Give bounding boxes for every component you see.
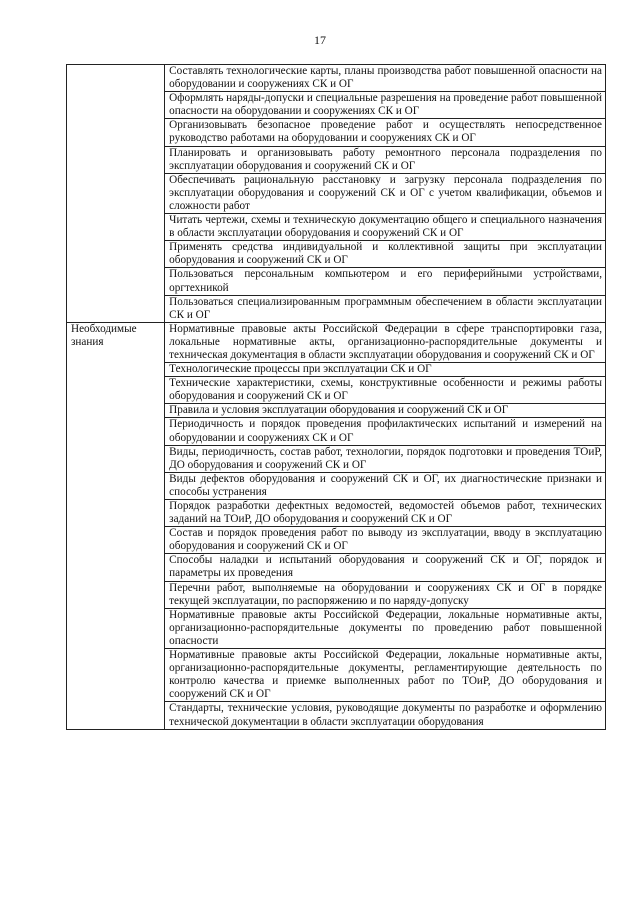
knowledge-cell: Виды, периодичность, состав работ, технологии, порядок подготовки и проведения ТОиР, ДО оборудования и сооружений СК и ОГ: [165, 445, 606, 472]
table-row: [67, 65, 606, 92]
knowledge-cell: Стандарты, технические условия, руководящие документы по разработке и оформлению технической документации в области эксплуатации оборудования: [165, 702, 606, 729]
skill-cell: Составлять технологические карты, планы производства работ повышенной опасности на оборудовании и сооружениях СК и ОГ: [165, 65, 606, 92]
knowledge-cell: Периодичность и порядок проведения профилактических испытаний и измерений на оборудовании и сооружениях СК и ОГ: [165, 418, 606, 445]
table-row: [67, 322, 606, 362]
knowledge-cell: Виды дефектов оборудования и сооружений СК и ОГ, их диагностические признаки и способы устранения: [165, 472, 606, 499]
page-number: 17: [314, 33, 326, 47]
knowledge-cell: Перечни работ, выполняемые на оборудовании и сооружениях СК и ОГ в порядке текущей эксплуатации, по распоряжению и по наряду-допуску: [165, 581, 606, 608]
knowledge-cell: Технические характеристики, схемы, конструктивные особенности и режимы работы оборудования и сооружений СК и ОГ: [165, 377, 606, 404]
knowledge-cell: Нормативные правовые акты Российской Федерации в сфере транспортировки газа, локальные нормативные акты, организационно-распорядительные документы и техническая документация в области эксплуатации оборудования и сооружений СК и ОГ: [165, 322, 606, 362]
skill-cell: Оформлять наряды-допуски и специальные разрешения на проведение работ повышенной опасности на оборудовании и сооружениях СК и ОГ: [165, 92, 606, 119]
knowledge-cell: Технологические процессы при эксплуатации СК и ОГ: [165, 363, 606, 377]
skill-cell: Планировать и организовывать работу ремонтного персонала подразделения по эксплуатации оборудования и сооружений СК и ОГ: [165, 146, 606, 173]
skill-cell: Обеспечивать рациональную расстановку и загрузку персонала подразделения по эксплуатации оборудования и сооружений СК и ОГ с учетом квалификации, объемов и сложности работ: [165, 173, 606, 213]
skill-cell: Пользоваться специализированным программным обеспечением в области эксплуатации СК и ОГ: [165, 295, 606, 322]
knowledge-cell: Нормативные правовые акты Российской Федерации, локальные нормативные акты, организационно-распорядительные документы по проведению работ повышенной опасности: [165, 608, 606, 648]
knowledge-label-cell: Необходимые знания: [67, 322, 165, 729]
skill-cell: Применять средства индивидуальной и коллективной защиты при эксплуатации оборудования и сооружений СК и ОГ: [165, 241, 606, 268]
competency-table: [66, 64, 606, 730]
skill-cell: Пользоваться персональным компьютером и его периферийными устройствами, оргтехникой: [165, 268, 606, 295]
skills-label-cell: [67, 65, 165, 323]
knowledge-cell: Способы наладки и испытаний оборудования и сооружений СК и ОГ, порядок и параметры их проведения: [165, 554, 606, 581]
knowledge-cell: Порядок разработки дефектных ведомостей, ведомостей объемов работ, технических заданий на ТОиР, ДО оборудования и сооружений СК и ОГ: [165, 500, 606, 527]
knowledge-cell: Состав и порядок проведения работ по выводу из эксплуатации, вводу в эксплуатацию оборудования и сооружений СК и ОГ: [165, 527, 606, 554]
skill-cell: Организовывать безопасное проведение работ и осуществлять непосредственное руководство работами на оборудовании и сооружениях СК и ОГ: [165, 119, 606, 146]
knowledge-cell: Правила и условия эксплуатации оборудования и сооружений СК и ОГ: [165, 404, 606, 418]
knowledge-cell: Нормативные правовые акты Российской Федерации, локальные нормативные акты, организационно-распорядительные документы, регламентирующие деятельность по контролю качества и приемке выполненных работ по ТОиР, ДО оборудования и сооружений СК и ОГ: [165, 649, 606, 702]
skill-cell: Читать чертежи, схемы и техническую документацию общего и специального назначения в области эксплуатации оборудования и сооружений СК и ОГ: [165, 214, 606, 241]
